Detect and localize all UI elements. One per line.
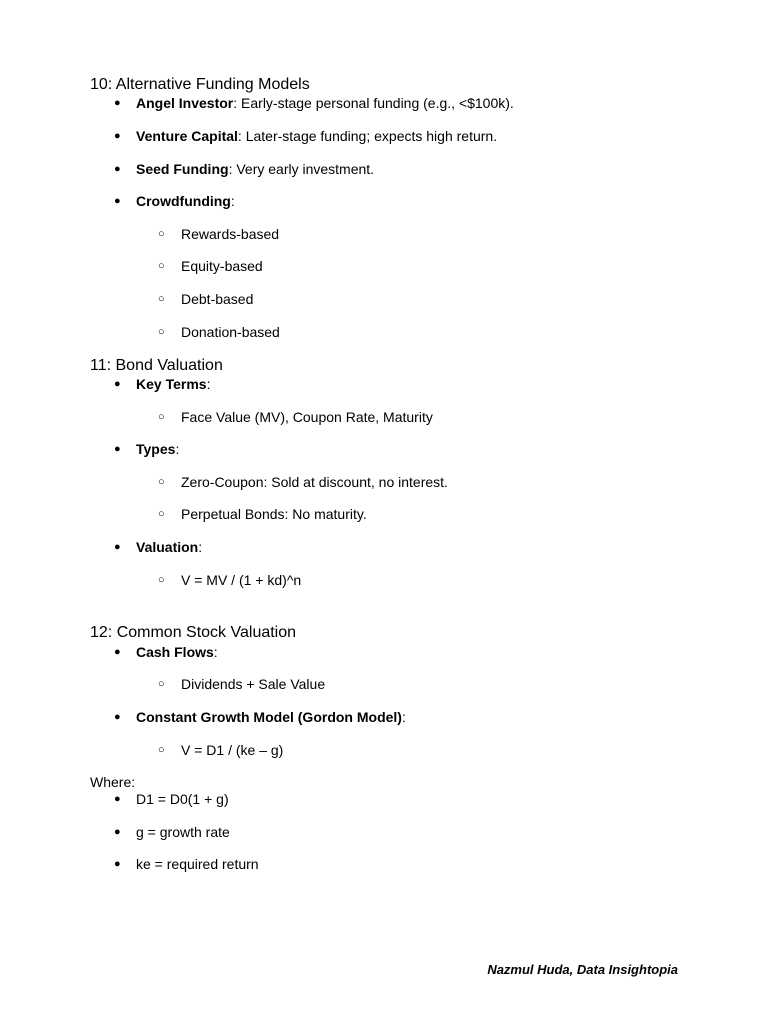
bullet-icon: ●: [114, 443, 121, 455]
item-text: :: [198, 539, 203, 555]
item-term: Key Terms: [136, 376, 207, 392]
bullet-icon: ●: [114, 711, 121, 723]
item-text: :: [206, 376, 211, 392]
sub-bullet-icon: ○: [158, 293, 165, 305]
list-item: [136, 376, 210, 392]
list-item: [136, 161, 374, 177]
item-text: : Early-stage personal funding (e.g., <$100k).: [233, 95, 514, 111]
list-item: g = growth rate: [136, 824, 230, 840]
where-label: Where:: [90, 774, 136, 790]
bullet-icon: ●: [114, 163, 121, 175]
list-item: ke = required return: [136, 856, 259, 872]
item-text: :: [401, 709, 406, 725]
section-heading-bond-valuation: 11: Bond Valuation: [90, 357, 223, 374]
sub-list-item: Debt-based: [181, 291, 254, 307]
list-item: [136, 95, 514, 111]
item-term: Constant Growth Model (Gordon Model): [136, 709, 402, 725]
bullet-icon: ●: [114, 646, 121, 658]
sub-list-item: Face Value (MV), Coupon Rate, Maturity: [181, 409, 433, 425]
item-term: Types: [136, 441, 176, 457]
sub-list-item: Donation-based: [181, 324, 280, 340]
section-heading-alternative-funding: 10: Alternative Funding Models: [90, 76, 310, 93]
footer-author: Nazmul Huda, Data Insightopia: [487, 962, 678, 977]
item-term: Seed Funding: [136, 161, 229, 177]
sub-list-item: Equity-based: [181, 258, 263, 274]
sub-list-item: V = MV / (1 + kd)^n: [181, 572, 302, 588]
sub-bullet-icon: ○: [158, 678, 165, 690]
bullet-icon: ●: [114, 97, 121, 109]
item-text: :: [175, 441, 180, 457]
bullet-icon: ●: [114, 858, 121, 870]
sub-bullet-icon: ○: [158, 744, 165, 756]
sub-bullet-icon: ○: [158, 326, 165, 338]
item-term: Crowdfunding: [136, 193, 231, 209]
item-text: : Later-stage funding; expects high return.: [237, 128, 498, 144]
sub-bullet-icon: ○: [158, 476, 165, 488]
item-text: :: [230, 193, 235, 209]
item-term: Cash Flows: [136, 644, 214, 660]
sub-bullet-icon: ○: [158, 508, 165, 520]
list-item: [136, 128, 497, 144]
section-heading-common-stock-valuation: 12: Common Stock Valuation: [90, 624, 297, 641]
list-item: [136, 709, 406, 725]
bullet-icon: ●: [114, 378, 121, 390]
sub-list-item: Rewards-based: [181, 226, 280, 242]
list-item: D1 = D0(1 + g): [136, 791, 229, 807]
item-term: Angel Investor: [136, 95, 234, 111]
item-term: Valuation: [136, 539, 199, 555]
sub-list-item: V = D1 / (ke – g): [181, 742, 284, 758]
bullet-icon: ●: [114, 130, 121, 142]
sub-list-item: Perpetual Bonds: No maturity.: [181, 506, 367, 522]
item-term: Venture Capital: [136, 128, 238, 144]
sub-list-item: Dividends + Sale Value: [181, 676, 326, 692]
sub-bullet-icon: ○: [158, 228, 165, 240]
sub-bullet-icon: ○: [158, 574, 165, 586]
sub-list-item: Zero-Coupon: Sold at discount, no interest.: [181, 474, 448, 490]
bullet-icon: ●: [114, 541, 121, 553]
list-item: [136, 441, 179, 457]
list-item: [136, 193, 235, 209]
bullet-icon: ●: [114, 793, 121, 805]
bullet-icon: ●: [114, 826, 121, 838]
sub-bullet-icon: ○: [158, 411, 165, 423]
item-text: : Very early investment.: [228, 161, 375, 177]
list-item: [136, 539, 202, 555]
sub-bullet-icon: ○: [158, 260, 165, 272]
list-item: [136, 644, 218, 660]
item-text: :: [213, 644, 218, 660]
bullet-icon: ●: [114, 195, 121, 207]
